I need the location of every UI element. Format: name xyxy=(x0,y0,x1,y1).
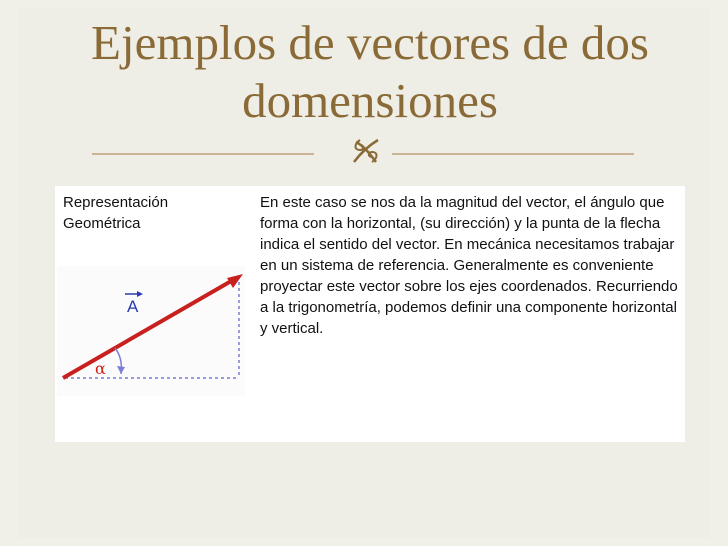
diagram-background xyxy=(57,266,245,396)
vector-label: A xyxy=(127,297,139,316)
description-text: En este caso se nos da la magnitud del vector, el ángulo que forma con la horizontal, (su dirección) y la punta de la flecha indica el sentido del vector. En mecánica necesitamos trabajar en un sistema de referencia. Generalmente es conveniente proyectar este vector sobre los ejes coordenados. Recurriendo a la trigonometría, podemos definir una componente horizontal y vertical. xyxy=(260,194,678,337)
label-line-1: Representación xyxy=(63,194,169,211)
swirl-ornament-icon xyxy=(350,136,382,166)
title-rule-left xyxy=(92,153,314,155)
slide-title: Ejemplos de vectores de dos domensiones xyxy=(91,15,649,128)
vector-diagram xyxy=(57,266,245,396)
representation-label xyxy=(63,192,243,234)
label-line-2: Geométrica xyxy=(63,215,141,232)
content-table xyxy=(55,186,685,442)
title-rule-right xyxy=(392,153,634,155)
angle-label: α xyxy=(95,359,106,378)
